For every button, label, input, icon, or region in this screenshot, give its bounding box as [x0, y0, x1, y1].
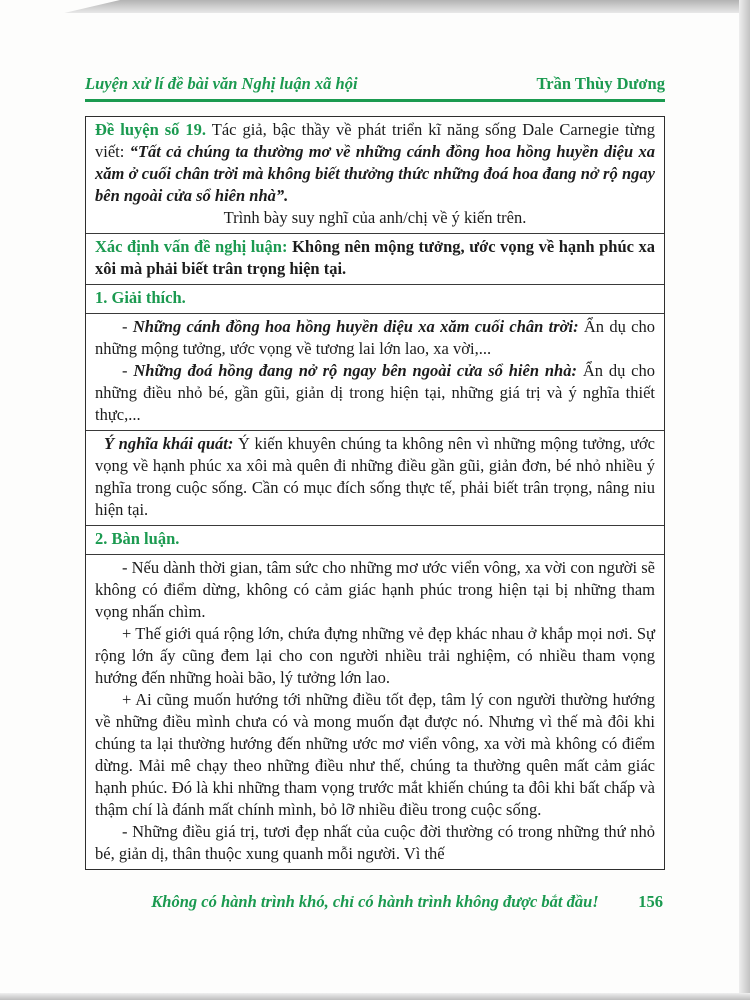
- discussion-paragraph: - Nếu dành thời gian, tâm sức cho những mơ ước viển vông, xa vời con người sẽ không có điểm dừng, không có cảm giác hạnh phúc trong hiện tại bị những tham vọng nhấn chìm.: [95, 557, 655, 621]
- exercise-quote-text: “Tất cả chúng ta thường mơ về những cánh đồng hoa hồng huyền diệu xa xăm ở cuối chân trời mà không biết thưởng thức những đoá hoa đang nở rộ ngay bên ngoài cửa sổ hiên nhà”.: [95, 141, 655, 205]
- section2-heading: 2. Bàn luận.: [95, 528, 180, 548]
- author-name: Trần Thùy Dương: [536, 74, 665, 93]
- explanation-item: [95, 316, 655, 360]
- page-header: [85, 74, 665, 94]
- explanation-item: [95, 360, 655, 426]
- page-footer: [85, 892, 665, 912]
- header-divider: [85, 99, 665, 102]
- explanation-term: Những cánh đồng hoa hồng huyền diệu xa xăm cuối chân trời:: [132, 316, 579, 336]
- summary-text: Ý kiến khuyên chúng ta không nên vì những mộng tưởng, ước vọng về hạnh phúc xa xôi mà quên đi những điều gần gũi, giản đơn, bé nhỏ nhiều ý nghĩa trong cuộc sống. Cần có mục đích sống thực tế, phải biết trân trọng, nâng niu hiện tại.: [95, 433, 655, 519]
- thesis-label: Xác định vấn đề nghị luận:: [95, 236, 288, 256]
- section1-explanation-row: [86, 313, 664, 430]
- summary-label: Ý nghĩa khái quát:: [104, 433, 234, 453]
- bullet-dash: -: [122, 360, 128, 380]
- section1-summary-row: [86, 430, 664, 525]
- exercise-intro-text: Tác giả, bậc thầy về phát triển kĩ năng sống Dale Carnegie từng viết:: [95, 119, 656, 161]
- exercise-task-line: Trình bày suy nghĩ của anh/chị về ý kiến trên.: [223, 207, 527, 227]
- page-content: [85, 74, 665, 912]
- explanation-definition: Ẩn dụ cho những mộng tưởng, ước vọng về tương lai lớn lao, xa vời,...: [95, 316, 655, 358]
- scan-edge-right: [739, 0, 750, 1000]
- page-number: 156: [638, 891, 663, 911]
- exercise-number-label: Đề luyện số 19.: [95, 119, 207, 139]
- bullet-dash: -: [122, 316, 128, 336]
- explanation-term: Những đoá hồng đang nở rộ ngay bên ngoài cửa sổ hiên nhà:: [133, 360, 577, 380]
- section1-heading: 1. Giải thích.: [95, 287, 186, 307]
- scan-edge-bottom: [0, 993, 750, 1000]
- exercise-table: [85, 116, 665, 870]
- exercise-prompt-row: [86, 117, 664, 233]
- footer-motto: Không có hành trình khó, chỉ có hành trình không được bắt đầu!: [151, 891, 599, 911]
- discussion-paragraph: + Ai cũng muốn hướng tới những điều tốt đẹp, tâm lý con người thường hướng về những điều mình chưa có và mong muốn đạt được nó. Nhưng vì thế mà đôi khi chúng ta lại thường hướng đến những ước mơ viển vông, xa vời mà không có điểm dừng. Mải mê chạy theo những điều như thế, chúng ta thường quên mất cảm giác hạnh phúc. Đó là khi những tham vọng trước mắt khiến chúng ta đôi khi bất chấp và thậm chí là đánh mất chính mình, bỏ lỡ nhiều điều trong cuộc sống.: [95, 689, 655, 819]
- section2-heading-row: [86, 525, 664, 554]
- thesis-paragraph: [95, 236, 655, 280]
- page-curl-corner: [0, 0, 120, 28]
- exercise-prompt-paragraph: [95, 119, 655, 207]
- discussion-paragraph: + Thế giới quá rộng lớn, chứa đựng những vẻ đẹp khác nhau ở khắp mọi nơi. Sự rộng lớn ấy cũng đem lại cho con người nhiều trải nghiệm, có nhiều tham vọng hướng đến những hoài bão, lý tưởng lớn lao.: [95, 623, 655, 687]
- explanation-definition: Ẩn dụ cho những điều nhỏ bé, gần gũi, giản dị trong hiện tại, những giá trị và ý nghĩa thiết thực,...: [95, 360, 656, 424]
- book-title: Luyện xử lí đề bài văn Nghị luận xã hội: [85, 74, 358, 93]
- thesis-text: Không nên mộng tưởng, ước vọng về hạnh phúc xa xôi mà phải biết trân trọng hiện tại.: [95, 236, 656, 278]
- discussion-paragraph: - Những điều giá trị, tươi đẹp nhất của cuộc đời thường có trong những thứ nhỏ bé, giản dị, thân thuộc xung quanh mỗi người. Vì thế: [95, 821, 655, 863]
- thesis-row: [86, 233, 664, 284]
- summary-paragraph: [95, 433, 655, 521]
- section2-discussion-row: [86, 554, 664, 869]
- section1-heading-row: [86, 284, 664, 313]
